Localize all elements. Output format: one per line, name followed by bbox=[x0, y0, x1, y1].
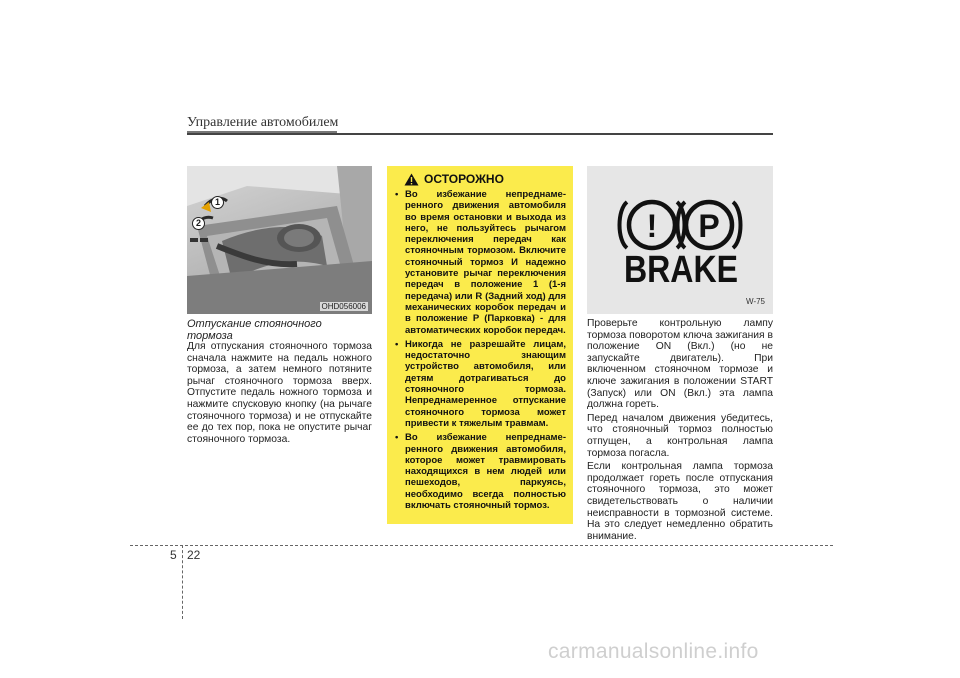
warning-box bbox=[387, 166, 573, 524]
page-number: 22 bbox=[187, 548, 201, 562]
callout-2: 2 bbox=[192, 217, 205, 230]
right-paragraph: Перед началом движения убедитесь, что стояночный тормоз полностью отпущен, а контрольная лампа тормоза погасла. bbox=[587, 412, 773, 459]
figure-caption bbox=[187, 318, 372, 342]
right-paragraph: Проверьте контрольную лампу тормоза поворотом ключа зажигания в положение ON (Вкл.) (но не запускайте двигатель). При включенном стояночном тормозе и ключе зажигания в положении START (Запуск) или ON (Вкл.) эта лампа должна гореть. bbox=[587, 318, 773, 411]
caption-line-1: Отпускание стояночного bbox=[187, 318, 322, 330]
footer-vline bbox=[182, 545, 183, 619]
photo-code: OHD056006 bbox=[321, 302, 366, 311]
section-number: 5 bbox=[170, 548, 177, 562]
header-title: Управление автомобилем bbox=[187, 115, 339, 130]
watermark: carmanualsonline.info bbox=[548, 640, 759, 663]
left-paragraph: Для отпускания стояночного тормоза сначала нажмите на педаль ножного тормоза, а затем немного потяните рычаг стояночного тормоза вверх. Отпустите педаль ножного тормоза и нажмите спусковую кнопку (на рычаге стояночного тормоза) и не отпускайте ее до тех пор, пока не опустите рычаг стояночного тормоза. bbox=[187, 341, 372, 445]
caption-line-2: тормоза bbox=[187, 330, 233, 342]
footer-hline bbox=[130, 545, 833, 546]
right-paragraph: Если контрольная лампа тормоза продолжает гореть после отпускания стояночного тормоза, это может свидетельствовать о наличии неисправности в тормозной системе. На это следует немедленно обратить внимание. bbox=[587, 461, 773, 542]
warning-header bbox=[394, 172, 566, 186]
callout-1: 1 bbox=[211, 196, 224, 209]
warning-triangle-icon bbox=[404, 173, 419, 186]
brake-warning-lamp-icon bbox=[587, 166, 773, 314]
parking-brake-photo bbox=[187, 166, 372, 314]
lamp-code: W-75 bbox=[746, 297, 765, 306]
warning-item: • Во избежание непреднаме-ренного движения автомобиля во время остановки и выхода из него, не пользуйтесь рычагом переключения передач как стояночным тормозом. Включите стояночный тормоз И надежно установите рычаг переключения передач в положение 1 (1-я передача) или R (Задний ход) для механических коробок передач и в положение P (Парковка) - для автоматических коробок передач. bbox=[394, 189, 566, 336]
brake-warning-lamp-figure bbox=[587, 166, 773, 314]
warning-item: • Никогда не разрешайте лицам, недостаточно знающим устройство автомобиля, или детям дотрагиваться до стояночного тормоза. Непреднамеренное отпускание стояночного тормоза может привести к тяжелым травмам. bbox=[394, 339, 566, 429]
exclamation-symbol: ! bbox=[646, 208, 658, 244]
right-body-text bbox=[587, 318, 773, 544]
left-body-text bbox=[187, 341, 372, 447]
parking-p-symbol: P bbox=[698, 208, 720, 244]
header-rule bbox=[187, 133, 773, 135]
warning-list bbox=[394, 189, 566, 511]
parking-brake-illustration bbox=[187, 166, 372, 314]
brake-word: BRAKE bbox=[624, 249, 738, 291]
warning-item: • Во избежание непреднаме-ренного движения автомобиля, которое может травмировать находящихся в нем людей или пешеходов, паркуясь, необходимо всегда полностью включать стояночный тормоз. bbox=[394, 432, 566, 511]
warning-title: ОСТОРОЖНО bbox=[424, 172, 504, 186]
